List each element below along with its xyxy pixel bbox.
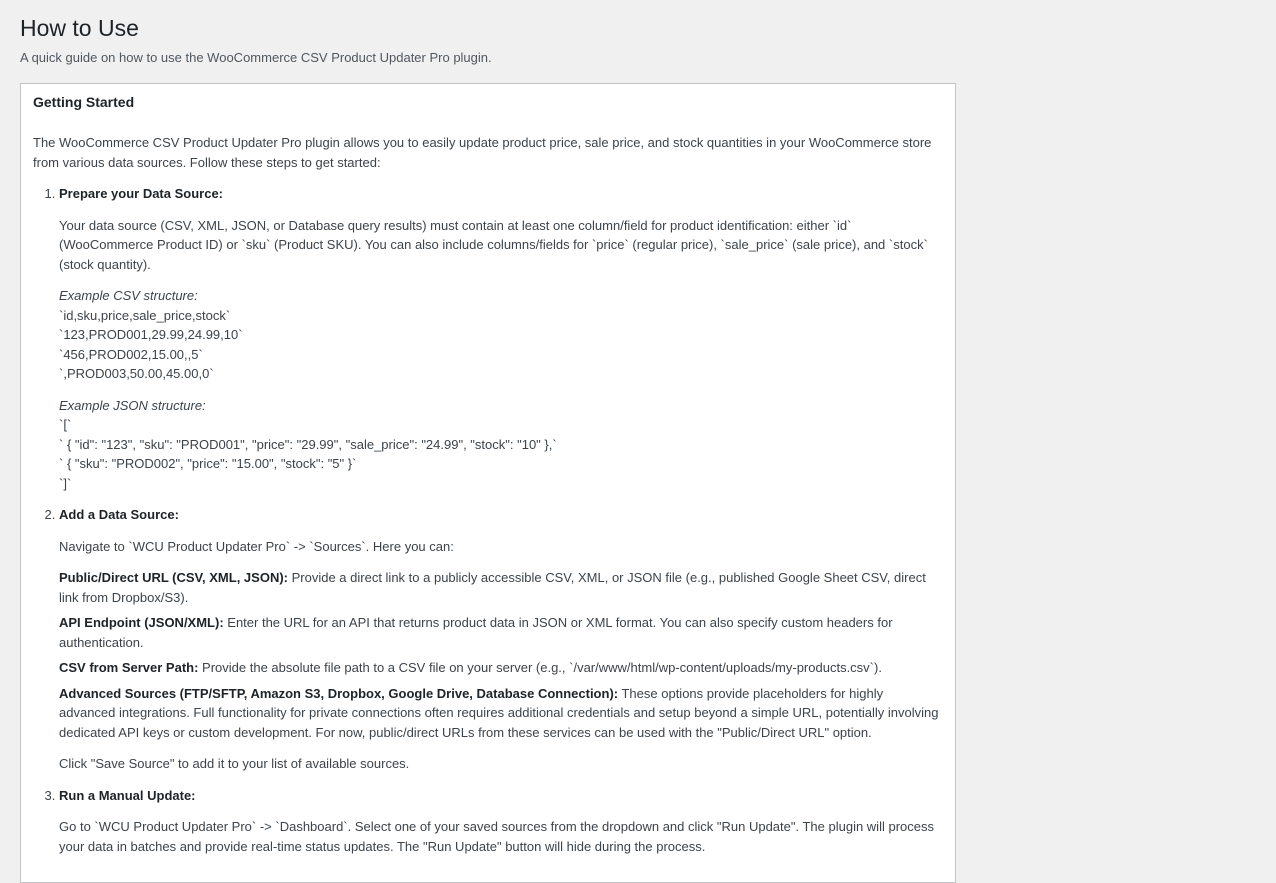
source-option-label: Public/Direct URL (CSV, XML, JSON): xyxy=(59,570,288,586)
source-option-label: Advanced Sources (FTP/SFTP, Amazon S3, Dropbox, Google Drive, Database Connection): xyxy=(59,685,619,701)
step-body: Navigate to `WCU Product Updater Pro` -> `Sources`. Here you can: xyxy=(59,538,454,554)
steps-list xyxy=(33,184,943,856)
code-line: `id,sku,price,sale_price,stock` xyxy=(59,307,231,323)
code-line: `]` xyxy=(59,475,72,491)
source-option-label: API Endpoint (JSON/XML): xyxy=(59,615,224,631)
code-line: ` { "sku": "PROD002", "price": "15.00", "stock": "5" }` xyxy=(59,456,357,472)
page-subtitle: A quick guide on how to use the WooCommerce CSV Product Updater Pro plugin. xyxy=(20,49,492,65)
page-title: How to Use xyxy=(20,15,139,41)
source-option-text: These options provide placeholders for highly advanced integrations. Full functionality for private connections often requires additional credentials and setup beyond a simple URL, potentially involving dedicated API keys or custom development. For now, public/direct URLs from these services can be used with the "Public/Direct URL" option. xyxy=(59,685,939,740)
step-title: 1. Prepare your Data Source: xyxy=(59,186,224,202)
step-title: 3. Run a Manual Update: xyxy=(59,787,196,803)
source-option xyxy=(59,613,943,652)
step-title: 2. Add a Data Source: xyxy=(59,507,179,523)
code-line: ` { "id": "123", "sku": "PROD001", "price": "29.99", "sale_price": "24.99", "stock": "10" },` xyxy=(59,436,557,452)
step-item xyxy=(59,786,943,857)
source-option-text: Provide a direct link to a publicly accessible CSV, XML, or JSON file (e.g., published Google Sheet CSV, direct link from Dropbox/S3). xyxy=(59,570,926,605)
step-footer: Click "Save Source" to add it to your list of available sources. xyxy=(59,756,410,772)
box-title: Getting Started xyxy=(33,94,135,111)
json-example-label: Example JSON structure: xyxy=(59,397,206,413)
source-option-text: Provide the absolute file path to a CSV file on your server (e.g., `/var/www/html/wp-content/uploads/my-products.csv`). xyxy=(198,660,882,676)
csv-example xyxy=(59,286,943,384)
intro-text: The WooCommerce CSV Product Updater Pro plugin allows you to easily update product price, sale price, and stock quantities in your WooCommerce store from various data sources. Follow these steps to get started: xyxy=(33,135,932,170)
source-option xyxy=(59,684,943,743)
source-option xyxy=(59,658,943,678)
step-body: Go to `WCU Product Updater Pro` -> `Dashboard`. Select one of your saved sources from the dropdown and click "Run Update". The plugin will process your data in batches and provide real-time status updates. The "Run Update" button will hide during the process. xyxy=(59,819,934,854)
code-line: `456,PROD002,15.00,,5` xyxy=(59,346,203,362)
code-line: `123,PROD001,29.99,24.99,10` xyxy=(59,327,243,343)
getting-started-box xyxy=(20,83,956,883)
code-line: `,PROD003,50.00,45.00,0` xyxy=(59,366,214,382)
step-item xyxy=(59,184,943,493)
source-option-text: Enter the URL for an API that returns product data in JSON or XML format. You can also specify custom headers for authentication. xyxy=(59,615,893,650)
source-option-label: CSV from Server Path: xyxy=(59,660,199,676)
code-line: `[` xyxy=(59,417,72,433)
csv-example-label: Example CSV structure: xyxy=(59,288,198,304)
step-body: Your data source (CSV, XML, JSON, or Database query results) must contain at least one column/field for product identification: either `id` (WooCommerce Product ID) or `sku` (Product SKU). You can also include columns/fields for `price` (regular price), `sale_price` (sale price), and `stock` (stock quantity). xyxy=(59,217,928,272)
source-option xyxy=(59,568,943,607)
json-example xyxy=(59,396,943,494)
step-item xyxy=(59,505,943,774)
